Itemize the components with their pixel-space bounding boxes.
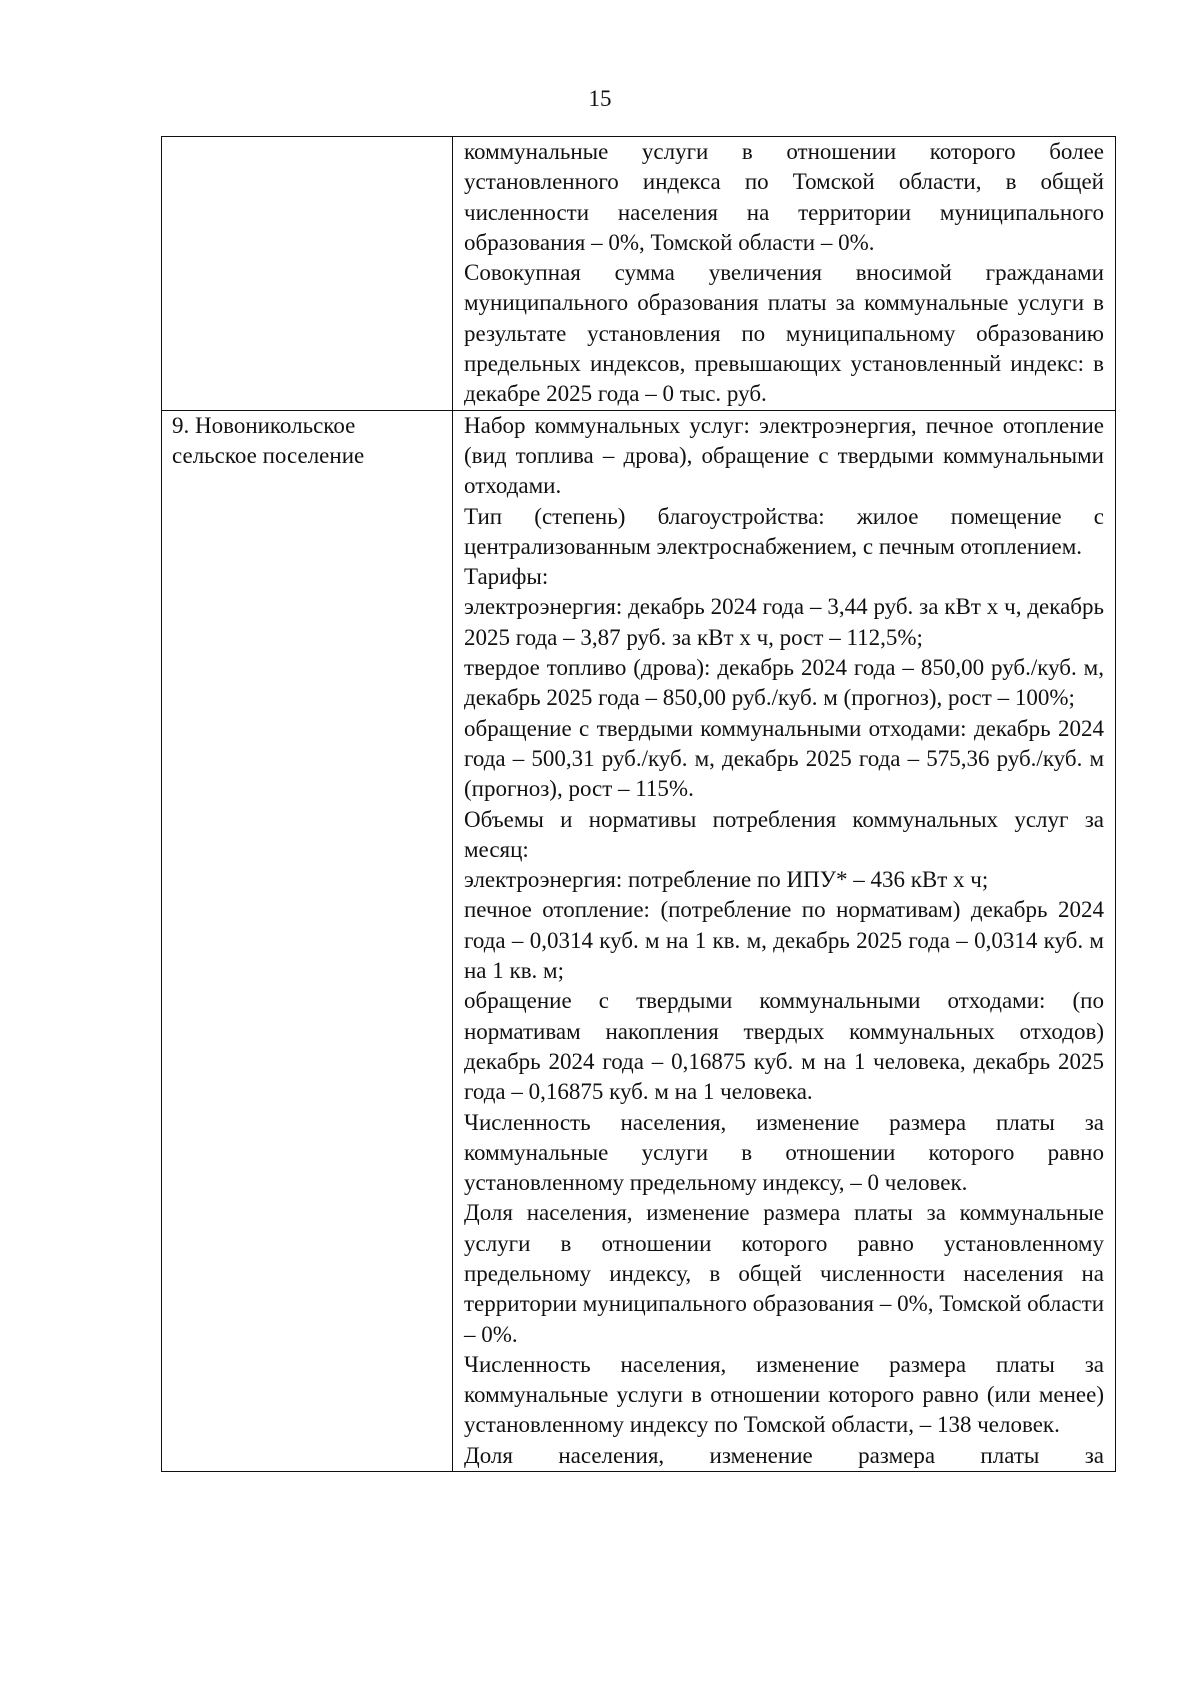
details-cell [453,410,1116,1471]
paragraph: твердое топливо (дрова): декабрь 2024 года – 850,00 руб./куб. м, декабрь 2025 года – 850,00 руб./куб. м (прогноз), рост – 100%; [464,655,1104,711]
municipal-utilities-table [161,136,1116,1472]
paragraph: электроэнергия: декабрь 2024 года – 3,44 руб. за кВт х ч, декабрь 2025 года – 3,87 руб. за кВт х ч, рост – 112,5%; [464,594,1104,650]
paragraph: Тарифы: [464,564,549,590]
paragraph: Доля населения, изменение размера платы за коммунальные услуги в отношении которого равно установленному предельному индексу, в общей численности населения на территории муниципального образования – 0%, Томской области – 0%. [464,1200,1104,1347]
paragraph: Численность населения, изменение размера платы за коммунальные услуги в отношении которого равно (или менее) установленному индексу по Томской области, – 138 человек. [464,1351,1104,1438]
paragraph: обращение с твердыми коммунальными отходами: (по нормативам накопления твердых коммунальных отходов) декабрь 2024 года – 0,16875 куб. м на 1 человека, декабрь 2025 года – 0,16875 куб. м на 1 человека. [464,988,1104,1105]
paragraph: Набор коммунальных услуг: электроэнергия, печное отопление (вид топлива – дрова), обращение с твердыми коммунальными отходами. [464,412,1104,499]
paragraph: электроэнергия: потребление по ИПУ* – 436 кВт х ч; [464,867,989,893]
municipality-cell [162,137,453,411]
paragraph: печное отопление: (потребление по нормативам) декабрь 2024 года – 0,0314 куб. м на 1 кв. м, декабрь 2025 года – 0,0314 куб. м на 1 кв. м; [464,897,1104,984]
page-number: 15 [588,86,612,111]
paragraph: Тип (степень) благоустройства: жилое помещение с централизованным электроснабжением, с печным отоплением. [464,503,1104,559]
municipality-type: сельское поселение [172,442,365,468]
table-row [162,137,1116,411]
municipality-name: 9. Новоникольское [172,412,356,438]
paragraph: Совокупная сумма увеличения вносимой гражданами муниципального образования платы за коммунальные услуги в результате установления по муниципальному образованию предельных индексов, превышающих установленный индекс: в декабре 2025 года – 0 тыс. руб. [464,260,1104,407]
paragraph: Доля населения, изменение размера платы за [464,1442,1104,1468]
details-cell [453,137,1116,411]
paragraph: Численность населения, изменение размера платы за коммунальные услуги в отношении которого равно установленному предельному индексу, – 0 человек. [464,1109,1104,1196]
paragraph: обращение с твердыми коммунальными отходами: декабрь 2024 года – 500,31 руб./куб. м, декабрь 2025 года – 575,36 руб./куб. м (прогноз), рост – 115%. [464,715,1104,802]
table-row [162,410,1116,1471]
paragraph: коммунальные услуги в отношении которого более установленного индекса по Томской области, в общей численности населения на территории муниципального образования – 0%, Томской области – 0%. [464,139,1104,255]
paragraph: Объемы и нормативы потребления коммунальных услуг за месяц: [464,806,1104,862]
municipality-cell [162,410,453,1471]
